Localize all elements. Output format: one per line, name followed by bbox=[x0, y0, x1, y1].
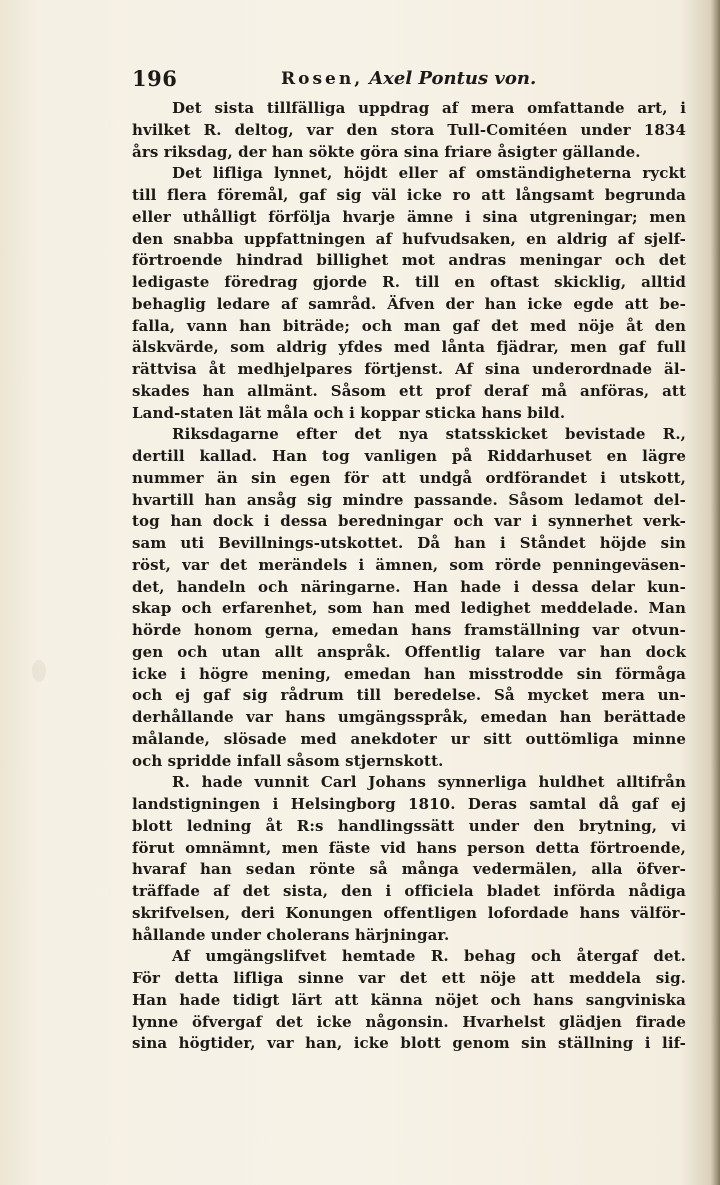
text-line: förtroende hindrad billighet mot andras meningar och det bbox=[132, 251, 686, 270]
text-line: derhållande var hans umgängsspråk, emedan han berättade bbox=[132, 708, 686, 726]
page-number: 196 bbox=[132, 66, 178, 91]
page-header bbox=[132, 66, 692, 92]
text-line: sina högtider, var han, icke blott genom sin ställning i lif- bbox=[132, 1034, 686, 1053]
running-head-given-names: Axel Pontus von. bbox=[369, 68, 537, 89]
text-line: den snabba uppfattningen af hufvudsaken, en aldrig af sjelf- bbox=[132, 229, 686, 248]
text-line: skap och erfarenhet, som han med ledighet meddelade. Man bbox=[132, 599, 686, 618]
text-line: hvilket R. deltog, var den stora Tull-Comitéen under 1834 bbox=[132, 120, 686, 139]
text-line: skades han allmänt. Såsom ett prof deraf må anföras, att bbox=[132, 381, 686, 400]
text-line: målande, slösade med anekdoter ur sitt outtömliga minne bbox=[132, 729, 686, 748]
text-line: älskvärde, som aldrig yfdes med lånta fjädrar, men gaf full bbox=[132, 338, 686, 357]
text-line: sam uti Bevillnings-utskottet. Då han i Ståndet höjde sin bbox=[132, 534, 686, 552]
text-line: års riksdag, der han sökte göra sina friare åsigter gällande. bbox=[132, 142, 641, 161]
text-line: dertill kallad. Han tog vanligen på Riddarhuset en lägre bbox=[132, 447, 686, 465]
page-edge-shadow bbox=[710, 0, 720, 1185]
text-line: behaglig ledare af samråd. Äfven der han icke egde att be- bbox=[132, 294, 686, 313]
text-line: rättvisa åt medhjelpares förtjenst. Af sina underordnade äl- bbox=[132, 360, 686, 378]
text-line: landstigningen i Helsingborg 1810. Deras samtal då gaf ej bbox=[132, 795, 686, 813]
running-head bbox=[281, 67, 536, 89]
text-line: Det lifliga lynnet, höjdt eller af omständigheterna ryckt bbox=[172, 164, 686, 183]
text-line: eller uthålligt förfölja hvarje ämne i sina utgreningar; men bbox=[132, 207, 686, 226]
text-line: nummer än sin egen för att undgå ordförandet i utskott, bbox=[132, 468, 686, 487]
text-line: och ej gaf sig rådrum till beredelse. Så mycket mera un- bbox=[132, 686, 686, 705]
text-line: till flera föremål, gaf sig väl icke ro att långsamt begrunda bbox=[132, 186, 686, 204]
text-line: hörde honom gerna, emedan hans framställning var otvun- bbox=[132, 621, 686, 639]
text-line: och spridde infall såsom stjernskott. bbox=[132, 751, 444, 770]
body-text bbox=[132, 98, 686, 1055]
text-line: falla, vann han biträde; och man gaf det med nöje åt den bbox=[132, 316, 686, 335]
text-line: förut omnämnt, men fäste vid hans person detta förtroende, bbox=[132, 838, 686, 857]
text-line: hållande under cholerans härjningar. bbox=[132, 925, 450, 944]
text-line: hvartill han ansåg sig mindre passande. Såsom ledamot del- bbox=[132, 490, 686, 509]
text-line: Det sista tillfälliga uppdrag af mera omfattande art, i bbox=[172, 99, 686, 117]
text-line: ledigaste föredrag gjorde R. till en oftast skicklig, alltid bbox=[132, 273, 686, 291]
text-line: hvaraf han sedan rönte så många vedermälen, alla öfver- bbox=[132, 860, 686, 879]
text-line: skrifvelsen, deri Konungen offentligen lofordade hans välför- bbox=[132, 903, 686, 922]
text-line: gen och utan allt anspråk. Offentlig talare var han dock bbox=[132, 642, 686, 661]
text-line: Af umgängslifvet hemtade R. behag och återgaf det. bbox=[172, 947, 686, 966]
text-line: tog han dock i dessa beredningar och var i synnerhet verk- bbox=[132, 512, 686, 531]
text-line: det, handeln och näringarne. Han hade i dessa delar kun- bbox=[132, 577, 686, 596]
text-line: För detta lifliga sinne var det ett nöje att meddela sig. bbox=[132, 969, 686, 987]
text-line: icke i högre mening, emedan han misstrodde sin förmåga bbox=[132, 664, 686, 683]
text-line: blott ledning åt R:s handlingssätt under den brytning, vi bbox=[132, 816, 686, 835]
text-line: röst, var det merändels i ämnen, som rörde penningeväsen- bbox=[132, 555, 686, 574]
text-line: R. hade vunnit Carl Johans synnerliga huldhet alltifrån bbox=[172, 773, 686, 792]
text-line: Land-staten lät måla och i koppar sticka hans bild. bbox=[132, 403, 566, 422]
text-line: Han hade tidigt lärt att känna nöjet och hans sangviniska bbox=[132, 990, 686, 1009]
paper-stain bbox=[32, 660, 46, 682]
text-line: lynne öfvergaf det icke någonsin. Hvarhelst glädjen firade bbox=[132, 1012, 686, 1031]
text-line: Riksdagarne efter det nya statsskicket bevistade R., bbox=[172, 425, 686, 444]
text-line: träffade af det sista, den i officiela bladet införda nådiga bbox=[132, 882, 686, 900]
running-head-surname: Rosen, bbox=[281, 69, 364, 89]
